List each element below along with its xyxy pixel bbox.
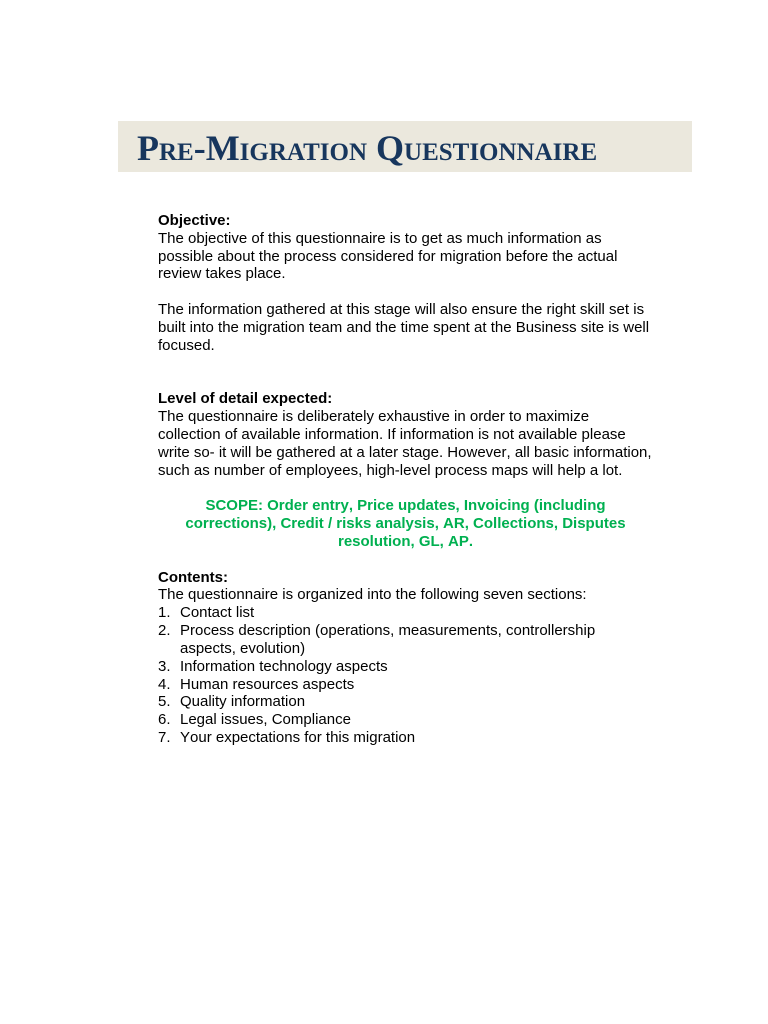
scope-line: corrections), Credit / risks analysis, AR, Collections, Disputes — [185, 515, 626, 533]
list-item-number: 2. — [158, 622, 171, 640]
list-item-number: 7. — [158, 729, 171, 747]
text-line: focused. — [158, 336, 215, 354]
text-line: The information gathered at this stage will also ensure the right skill set is — [158, 301, 645, 319]
contents-heading: Contents: — [158, 568, 228, 586]
title-banner — [118, 121, 692, 172]
contents-list — [158, 604, 653, 747]
list-item-text: Process description (operations, measurements, controllership — [180, 622, 596, 640]
text-line: such as number of employees, high-level process maps will help a lot. — [158, 461, 623, 479]
list-item-number: 6. — [158, 711, 171, 729]
scope-line: SCOPE: Order entry, Price updates, Invoicing (including — [205, 497, 606, 515]
text-line: write so- it will be gathered at a later stage. However, all basic information, — [158, 443, 652, 461]
list-item-text: Legal issues, Compliance — [180, 711, 351, 729]
list-item-text: Your expectations for this migration — [180, 729, 416, 747]
list-item — [158, 622, 653, 658]
list-item — [158, 711, 653, 729]
list-item-number: 3. — [158, 657, 171, 675]
list-item-text: Information technology aspects — [180, 657, 388, 675]
document-title: Pre-Migration Questionnaire — [137, 128, 598, 168]
objective-paragraph — [158, 301, 653, 354]
text-line: built into the migration team and the time spent at the Business site is well — [158, 318, 650, 336]
list-item-text: Quality information — [180, 693, 306, 711]
list-item — [158, 693, 653, 711]
text-line: review takes place. — [158, 265, 286, 283]
text-line: collection of available information. If information is not available please — [158, 425, 626, 443]
objective-paragraph — [158, 230, 653, 283]
detail-section — [158, 390, 653, 479]
list-item-number: 4. — [158, 675, 171, 693]
list-item-number: 1. — [158, 604, 171, 622]
list-item-text: Human resources aspects — [180, 675, 355, 693]
objective-heading: Objective: — [158, 212, 231, 229]
list-item — [158, 658, 653, 676]
text-line: possible about the process considered for migration before the actual — [158, 247, 618, 265]
list-item — [158, 676, 653, 694]
scope-statement — [173, 497, 638, 550]
objective-section — [158, 212, 653, 355]
scope-line: resolution, GL, AP. — [337, 532, 473, 550]
contents-section — [158, 569, 653, 747]
list-item-number: 5. — [158, 693, 171, 711]
detail-paragraph — [158, 408, 653, 479]
text-line: The questionnaire is deliberately exhaustive in order to maximize — [158, 408, 590, 426]
text-line: The objective of this questionnaire is to get as much information as — [158, 229, 602, 247]
document-body — [158, 212, 653, 747]
list-item — [158, 604, 653, 622]
detail-heading: Level of detail expected: — [158, 390, 333, 408]
list-item-text: Contact list — [180, 604, 255, 622]
contents-intro: The questionnaire is organized into the following seven sections: — [158, 586, 587, 604]
list-item — [158, 729, 653, 747]
list-item-text: aspects, evolution) — [180, 639, 306, 657]
